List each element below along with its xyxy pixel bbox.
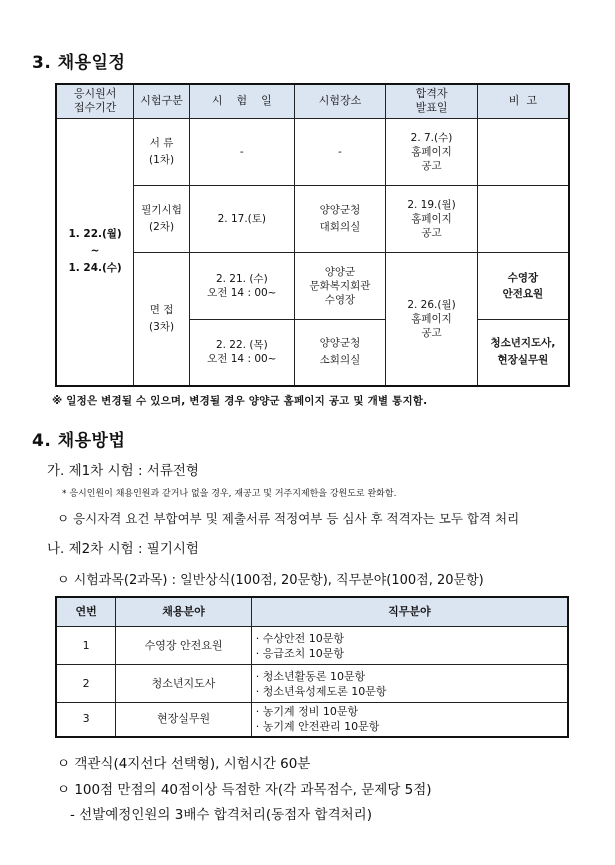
exam-type: 면 접 (3차) (134, 252, 190, 386)
footer-bullet-3: - 선발예정인원의 3배수 합격처리(동점자 합격처리) (70, 807, 372, 823)
subject-item: · 농기계 안전관리 10문항 (255, 720, 380, 734)
remarks (477, 118, 569, 185)
exam-place: - (294, 118, 386, 185)
exam-type: 필기시험 (2차) (134, 185, 190, 252)
header-exam-place: 시험장소 (294, 84, 386, 118)
schedule-row (56, 185, 569, 252)
header-exam-type: 시험구분 (134, 84, 190, 118)
announce-date: 2. 26.(월) 홈페이지 공고 (386, 252, 478, 386)
schedule-row (56, 252, 569, 319)
row-no: 1 (56, 627, 116, 665)
row-subjects (251, 627, 568, 665)
header-field: 채용분야 (116, 597, 251, 627)
exam-place: 양양군청 소회의실 (294, 319, 386, 386)
row-field: 청소년지도사 (116, 665, 251, 703)
subject-item: · 청소년활동론 10문항 (255, 669, 366, 683)
exam-header-row (56, 597, 568, 627)
exam-date: 2. 17.(토) (189, 185, 294, 252)
announce-date: 2. 7.(수) 홈페이지 공고 (386, 118, 478, 185)
subject-item: · 응급조치 10문항 (255, 646, 345, 660)
exam-date: - (189, 118, 294, 185)
row-no: 3 (56, 703, 116, 737)
exam-date: 2. 21. (수) 오전 14 : 00~ (189, 252, 294, 319)
row-subjects (251, 665, 568, 703)
footer-bullet-1: ㅇ 객관식(4지선다 선택형), 시험시간 60분 (57, 756, 311, 772)
remarks: 청소년지도사, 현장실무원 (477, 319, 569, 386)
section-3-title: 3. 채용일정 (32, 53, 126, 73)
first-exam-heading: 가. 제1차 시험 : 서류전형 (47, 463, 199, 479)
header-no: 연번 (56, 597, 116, 627)
subject-item: · 농기계 정비 10문항 (255, 705, 359, 719)
subject-item: · 수상안전 10문항 (255, 631, 345, 645)
table-row (56, 627, 568, 665)
table-row (56, 703, 568, 737)
row-subjects (251, 703, 568, 737)
first-exam-footnote: * 응시인원이 채용인원과 같거나 없을 경우, 재공고 및 거주지제한을 강원도로 완화함. (62, 489, 397, 499)
announce-date: 2. 19.(월) 홈페이지 공고 (386, 185, 478, 252)
section-4-title: 4. 채용방법 (32, 431, 126, 451)
subject-item: · 청소년육성제도론 10문항 (255, 684, 387, 698)
exam-place: 양양군 문화복지회관 수영장 (294, 252, 386, 319)
row-field: 현장실무원 (116, 703, 251, 737)
remarks (477, 185, 569, 252)
schedule-table (55, 83, 570, 387)
header-announce: 합격자 발표일 (386, 84, 478, 118)
row-field: 수영장 안전요원 (116, 627, 251, 665)
table-row (56, 665, 568, 703)
second-exam-heading: 나. 제2차 시험 : 필기시험 (47, 541, 199, 557)
reception-period: 1. 22.(월) ~ 1. 24.(수) (56, 118, 134, 386)
exam-date: 2. 22. (목) 오전 14 : 00~ (189, 319, 294, 386)
exam-place: 양양군청 대회의실 (294, 185, 386, 252)
exam-subjects: ㅇ 시험과목(2과목) : 일반상식(100점, 20문항), 직무분야(100점, 20문항) (57, 573, 484, 588)
remarks: 수영장 안전요원 (477, 252, 569, 319)
schedule-row (56, 118, 569, 185)
first-exam-bullet: ㅇ 응시자격 요건 부합여부 및 제출서류 적정여부 등 심사 후 적격자는 모두 합격 처리 (57, 511, 520, 526)
header-exam-date: 시 험 일 (189, 84, 294, 118)
row-no: 2 (56, 665, 116, 703)
header-remarks: 비 고 (477, 84, 569, 118)
exam-type: 서 류 (1차) (134, 118, 190, 185)
exam-field-table (55, 596, 569, 738)
footer-bullet-2: ㅇ 100점 만점의 40점이상 득점한 자(각 과목점수, 문제당 5점) (57, 782, 432, 798)
schedule-header-row (56, 84, 569, 118)
header-reception: 응시원서 접수기간 (56, 84, 134, 118)
schedule-note: ※ 일정은 변경될 수 있으며, 변경될 경우 양양군 홈페이지 공고 및 개별 통지함. (52, 395, 428, 407)
header-subject: 직무분야 (251, 597, 568, 627)
